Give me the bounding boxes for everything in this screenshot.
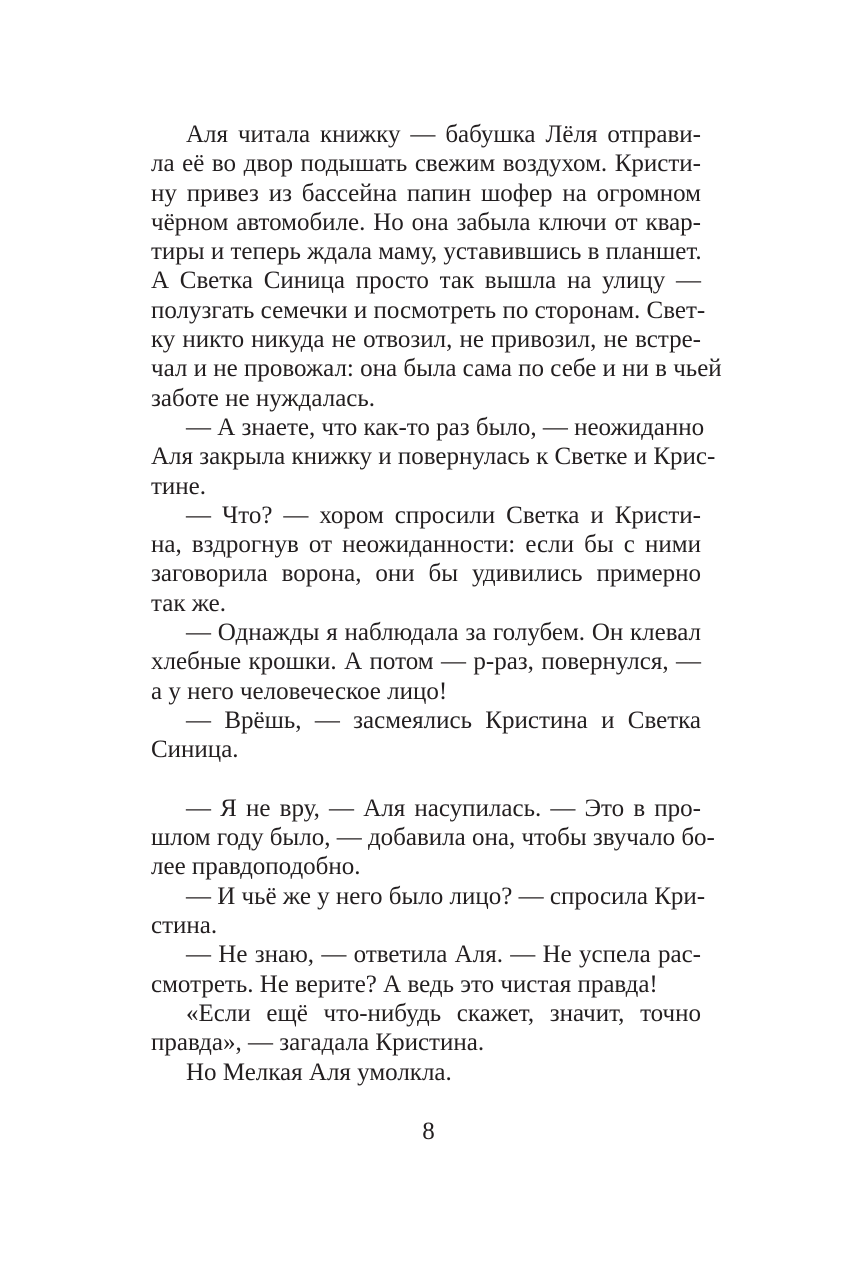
text-line: чал и не провожал: она была сама по себе и ни в чьей	[151, 355, 722, 383]
text-line: чёрном автомобиле. Но она забыла ключи от квар-	[151, 208, 701, 236]
text-line: тине.	[151, 472, 207, 500]
text-line: заботе не нуждалась.	[151, 384, 376, 412]
text-line: полузгать семечки и посмотреть по сторонам. Свет-	[151, 296, 706, 324]
text-line: Аля закрыла книжку и повернулась к Светке и Крис-	[151, 443, 716, 471]
text-line: правда», — загадала Кристина.	[151, 1029, 485, 1057]
page-number: 8	[422, 1118, 435, 1145]
text-line: а у него человеческое лицо!	[151, 677, 448, 705]
text-line: — Врёшь, — засмеялись Кристина и Светка	[186, 706, 701, 734]
text-line: — Что? — хором спросили Светка и Кристи-	[186, 501, 701, 529]
text-line: «Если ещё что-нибудь скажет, значит, точно	[186, 999, 701, 1027]
page-body	[151, 120, 722, 1087]
paragraph	[151, 618, 701, 706]
paragraph	[151, 794, 715, 882]
text-line: лее правдоподобно.	[151, 853, 361, 881]
text-line: шлом году было, — добавила она, чтобы звучало бо-	[151, 824, 715, 852]
text-line: — Не знаю, — ответила Аля. — Не успела рас-	[186, 941, 701, 969]
paragraph	[151, 999, 701, 1058]
paragraph	[151, 706, 701, 765]
text-line: смотреть. Не верите? А ведь это чистая правда!	[151, 970, 658, 998]
text-line: — А знаете, что как-то раз было, — неожиданно	[186, 413, 705, 441]
paragraph	[151, 882, 706, 941]
text-line: ку никто никуда не отвозил, не привозил, не встре-	[151, 326, 701, 354]
text-line: Аля читала книжку — бабушка Лёля отправи-	[186, 121, 701, 148]
text-line: — Однажды я наблюдала за голубем. Он клевал	[186, 619, 701, 647]
text-line: заговорила ворона, они бы удивились примерно	[151, 560, 701, 588]
text-line: Синица.	[151, 736, 239, 764]
text-line: на, вздрогнув от неожиданности: если бы с ними	[151, 531, 701, 559]
text-line: хлебные крошки. А потом — р-раз, повернулся, —	[151, 648, 701, 676]
blank-line	[151, 765, 701, 794]
text-line: ла её во двор подышать свежим воздухом. Кристи-	[151, 150, 701, 178]
text-line: тиры и теперь ждала маму, уставившись в планшет.	[151, 238, 702, 266]
text-line: — И чьё же у него было лицо? — спросила Кри-	[186, 882, 706, 910]
text-line: — Я не вру, — Аля насупилась. — Это в про-	[186, 794, 701, 822]
text-line: А Светка Синица просто так вышла на улицу —	[151, 267, 701, 295]
paragraph	[151, 120, 722, 413]
text-line: стина.	[151, 912, 218, 940]
paragraph	[151, 413, 716, 501]
paragraph	[151, 501, 701, 618]
paragraph	[151, 1058, 701, 1087]
text-line: ну привез из бассейна папин шофер на огромном	[151, 179, 701, 207]
paragraph	[151, 940, 701, 999]
text-line: Но Мелкая Аля умолкла.	[186, 1058, 452, 1086]
text-line: так же.	[151, 589, 227, 617]
